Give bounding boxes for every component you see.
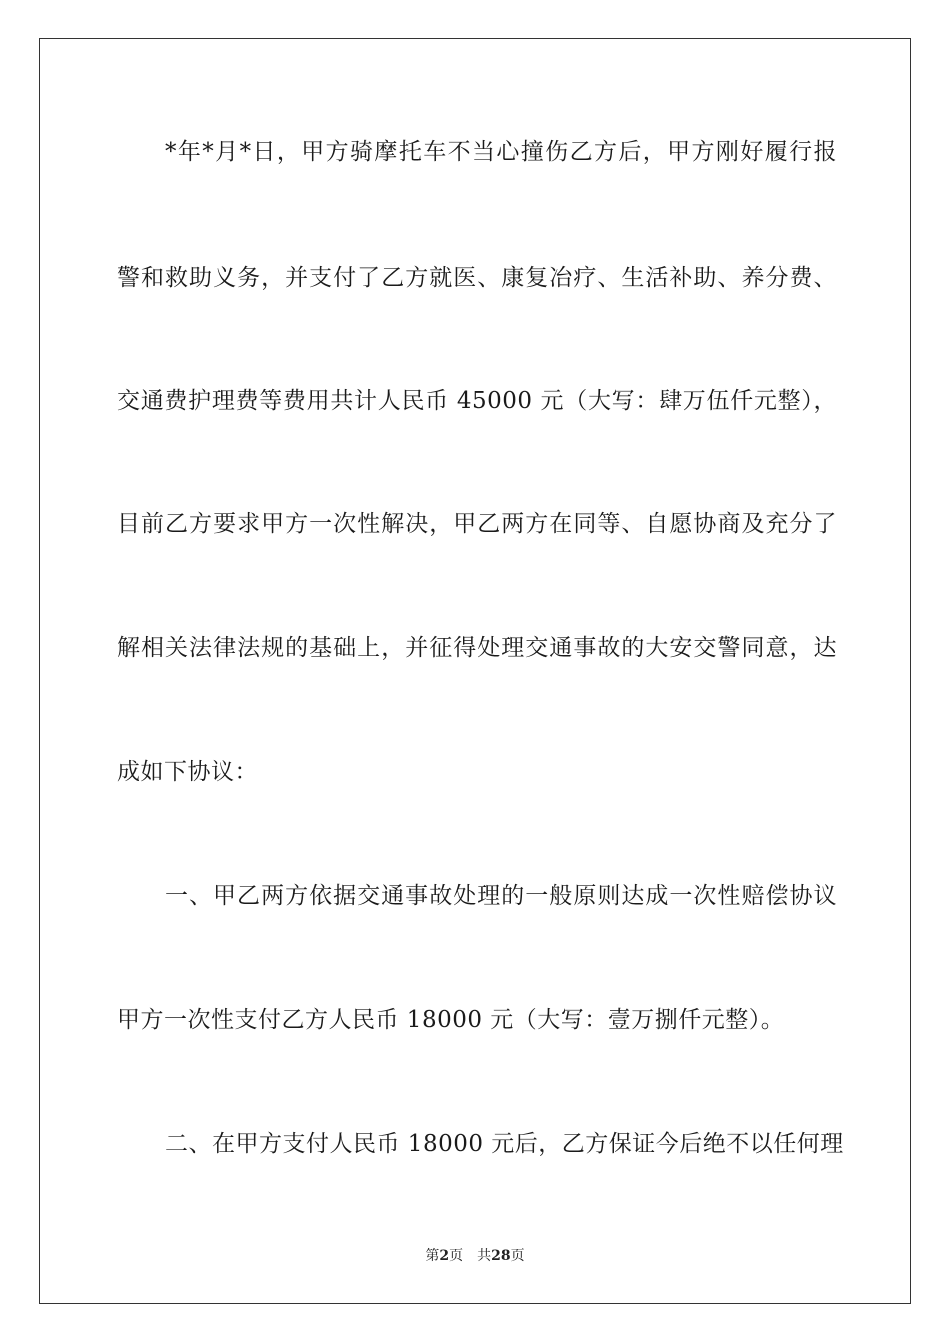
footer-page-number: 2 [439, 1248, 450, 1264]
paragraph-line-5: 解相关法律法规的基础上，并征得处理交通事故的大安交警同意，达 [117, 635, 837, 661]
paragraph-line-6: 成如下协议： [117, 759, 258, 785]
page-border [39, 38, 911, 1304]
footer-total-pages: 28 [491, 1248, 511, 1264]
footer-total-prefix: 共 [477, 1248, 492, 1264]
clause-one-line-1: 一、甲乙两方依据交通事故处理的一般原则达成一次性赔偿协议 [165, 883, 837, 909]
footer-page-suffix: 页 [449, 1248, 464, 1264]
page-footer [0, 1247, 950, 1265]
clause-two-line-1: 二、在甲方支付人民币 18000 元后，乙方保证今后绝不以任何理 [165, 1131, 844, 1157]
paragraph-line-3: 交通费护理费等费用共计人民币 45000 元（大写：肆万伍仟元整）， [117, 388, 837, 414]
clause-one-line-2: 甲方一次性支付乙方人民币 18000 元（大写：壹万捌仟元整）。 [117, 1007, 785, 1033]
paragraph-line-4: 目前乙方要求甲方一次性解决，甲乙两方在同等、自愿协商及充分了 [117, 511, 837, 537]
paragraph-line-1: *年*月*日，甲方骑摩托车不当心撞伤乙方后，甲方刚好履行报 [165, 139, 837, 165]
footer-page-prefix: 第 [425, 1248, 440, 1264]
footer-total-suffix: 页 [510, 1248, 525, 1264]
paragraph-line-2: 警和救助义务，并支付了乙方就医、康复冶疗、生活补助、养分费、 [117, 265, 837, 291]
